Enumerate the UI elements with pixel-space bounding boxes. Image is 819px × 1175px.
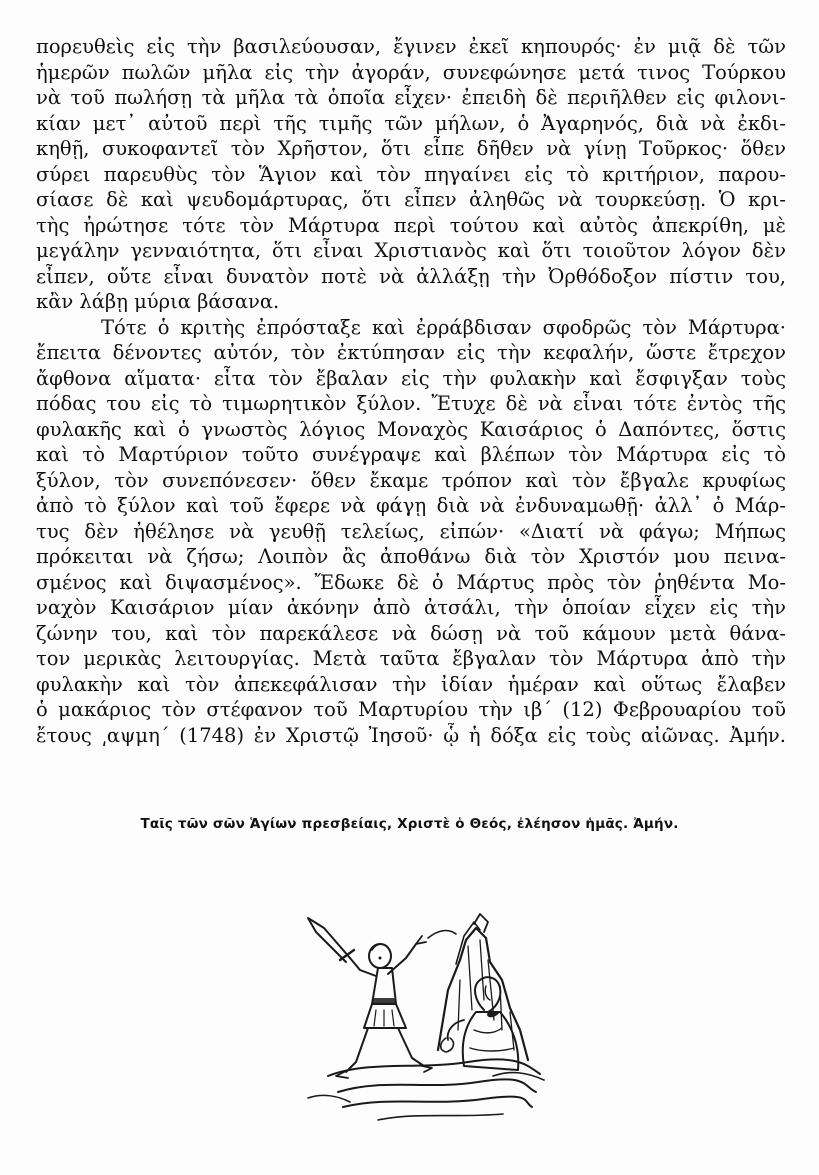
text-line: εἶπεν, οὔτε εἶναι δυνατὸν ποτὲ νὰ ἀλλάξῃ τὴν Ὀρθόδοξον πίστιν του, bbox=[36, 264, 786, 288]
text-line: μεγάλην γενναιότητα, ὅτι εἶναι Χριστιανὸς καὶ ὅτι τοιοῦτον λόγον δὲν bbox=[36, 239, 786, 262]
martyrdom-woodcut-icon bbox=[288, 900, 558, 1132]
text-line: ἡμερῶν πωλῶν μῆλα εἰς τὴν ἀγοράν, συνεφώνησε μετά τινος Τούρκου bbox=[36, 60, 786, 84]
text-line: ἔπειτα δένοντες αὐτόν, τὸν ἐκτύπησαν εἰς τὴν κεφαλήν, ὥστε ἔτρεχον bbox=[36, 341, 786, 364]
text-line: φυλακὴν καὶ τὸν ἀπεκεφάλισαν τὴν ἰδίαν ἡμέραν καὶ οὕτως ἔλαβεν bbox=[36, 672, 786, 696]
text-line: νὰ τοῦ πωλήσῃ τὰ μῆλα τὰ ὁποῖα εἶχεν· ἐπειδὴ δὲ περιῆλθεν εἰς φιλονι- bbox=[36, 86, 786, 109]
text-line: πορευθεὶς εἰς τὴν βασιλεύουσαν, ἔγινεν ἐκεῖ κηπουρός· ἐν μιᾷ δὲ τῶν bbox=[36, 35, 786, 58]
text-line: ἔτους ͵αψμη´ (1748) ἐν Χριστῷ Ἰησοῦ· ᾧ ἡ δόξα εἰς τοὺς αἰῶνας. Ἀμήν. bbox=[36, 723, 786, 747]
text-line: φυλακῆς καὶ ὁ γνωστὸς λόγιος Μοναχὸς Καισάριος ὁ Δαπόντες, ὅστις bbox=[36, 417, 786, 441]
text-line: ἄφθονα αἵματα· εἶτα τὸν ἔβαλαν εἰς τὴν φυλακὴν καὶ ἔσφιγξαν τοὺς bbox=[36, 366, 786, 390]
text-line: τυς δὲν ἠθέλησε νὰ γευθῇ τελείως, εἰπών· «Διατί νὰ φάγω; Μήπως bbox=[36, 519, 786, 543]
text-line: σύρει παρευθὺς τὸν Ἅγιον καὶ τὸν πηγαίνει εἰς τὸ κριτήριον, παρου- bbox=[36, 162, 786, 186]
closing-prayer: Ταῖς τῶν σῶν Ἁγίων πρεσβείαις, Χριστὲ ὁ Θεός, ἐλέησον ἡμᾶς. Ἀμήν. bbox=[140, 816, 679, 832]
text-line: ἀπὸ τὸ ξύλον καὶ τοῦ ἔφερε νὰ φάγῃ διὰ νὰ ἐνδυναμωθῇ· ἀλλ᾽ ὁ Μάρ- bbox=[36, 494, 786, 517]
text-line: καὶ τὸ Μαρτύριον τοῦτο συνέγραψε καὶ βλέπων τὸν Μάρτυρα εἰς τὸ bbox=[36, 443, 786, 466]
text-line-paragraph-start: Τότε ὁ κριτὴς ἐπρόσταξε καὶ ἐρράβδισαν σφοδρῶς τὸν Μάρτυρα· bbox=[101, 315, 786, 339]
text-line: ὁ μακάριος τὸν στέφανον τοῦ Μαρτυρίου τὴν ιβ´ (12) Φεβρουαρίου τοῦ bbox=[36, 698, 786, 721]
text-line: πρόκειται νὰ ζήσω; Λοιπὸν ἂς ἀποθάνω διὰ τὸν Χριστόν μου πεινα- bbox=[36, 545, 786, 568]
text-line: ναχὸν Καισάριον μίαν ἀκόνην ἀπὸ ἀτσάλι, τὴν ὁποίαν εἶχεν εἰς τὴν bbox=[36, 596, 786, 619]
text-line: τον μερικὰς λειτουργίας. Μετὰ ταῦτα ἔβγαλαν τὸν Μάρτυρα ἀπὸ τὴν bbox=[36, 647, 786, 670]
text-line: κηθῇ, συκοφαντεῖ τὸν Χρῆστον, ὅτι εἶπε δῆθεν νὰ γίνῃ Τοῦρκος· ὅθεν bbox=[36, 137, 786, 160]
text-line: ξύλον, τὸν συνεπόνεσεν· ὅθεν ἔκαμε τρόπον καὶ τὸν ἔβγαλε κρυφίως bbox=[36, 468, 786, 492]
hagiography-text bbox=[36, 34, 786, 748]
text-line: σίασε δὲ καὶ ψευδομάρτυρας, ὅτι εἶπεν ἀληθῶς νὰ τουρκεύσῃ. Ὁ κρι- bbox=[36, 188, 786, 211]
text-line: σμένος καὶ διψασμένος». Ἔδωκε δὲ ὁ Μάρτυς πρὸς τὸν ῥηθέντα Μο- bbox=[36, 570, 786, 594]
text-line: κίαν μετ᾽ αὐτοῦ περὶ τῆς τιμῆς τῶν μήλων, ὁ Ἀγαρηνός, διὰ νὰ ἐκδι- bbox=[36, 111, 786, 135]
text-line: πόδας του εἰς τὸ τιμωρητικὸν ξύλον. Ἔτυχε δὲ νὰ εἶναι τότε ἐντὸς τῆς bbox=[36, 392, 786, 415]
text-line: κἂν λάβῃ μύρια βάσανα. bbox=[36, 290, 280, 313]
text-line: ζώνην του, καὶ τὸν παρεκάλεσε νὰ δώσῃ νὰ τοῦ κάμουν μετὰ θάνα- bbox=[36, 621, 786, 645]
text-line: τὴς ἠρώτησε τότε τὸν Μάρτυρα περὶ τούτου καὶ αὐτὸς ἀπεκρίθη, μὲ bbox=[36, 213, 786, 237]
